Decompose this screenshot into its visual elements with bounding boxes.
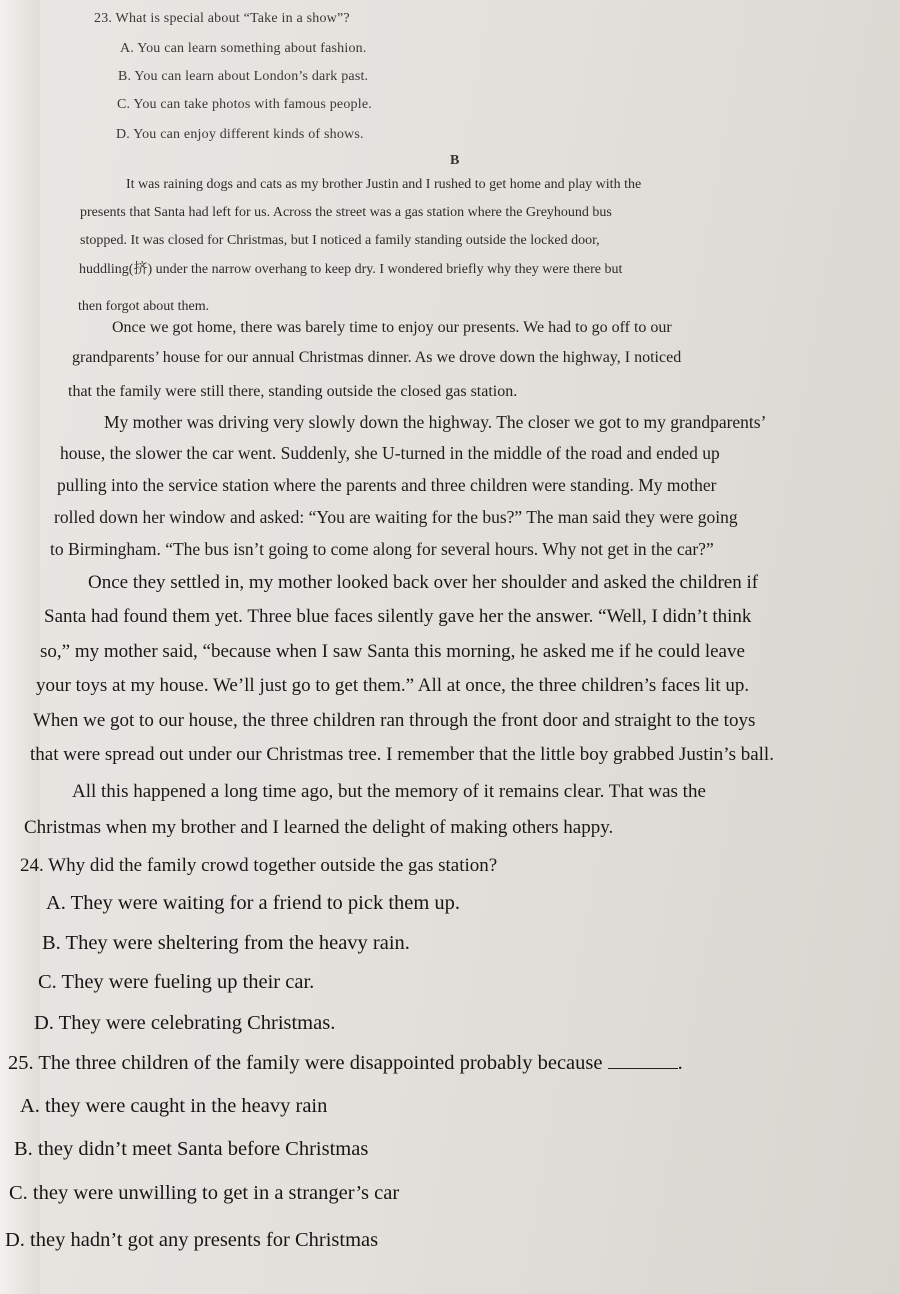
q24-option-a: A. They were waiting for a friend to pick them up.: [46, 892, 461, 914]
passage-line: Santa had found them yet. Three blue faces silently gave her the answer. “Well, I didn’t think: [44, 606, 752, 627]
passage-line: My mother was driving very slowly down the highway. The closer we got to my grandparents’: [104, 412, 767, 432]
q25-option-b: B. they didn’t meet Santa before Christmas: [14, 1138, 369, 1160]
passage-line: It was raining dogs and cats as my brother Justin and I rushed to get home and play with the: [126, 177, 642, 192]
passage-line: your toys at my house. We’ll just go to get them.” All at once, the three children’s faces lit up.: [36, 675, 750, 696]
passage-line: stopped. It was closed for Christmas, but I noticed a family standing outside the locked door,: [80, 233, 600, 248]
q24-stem: 24. Why did the family crowd together outside the gas station?: [20, 855, 498, 876]
passage-line: to Birmingham. “The bus isn’t going to come along for several hours. Why not get in the car?”: [50, 539, 714, 559]
passage-line: then forgot about them.: [78, 299, 210, 314]
passage-line: Once we got home, there was barely time to enjoy our presents. We had to go off to our: [112, 319, 672, 336]
passage-line: grandparents’ house for our annual Christmas dinner. As we drove down the highway, I noticed: [72, 349, 682, 366]
section-label: B: [450, 153, 460, 168]
q23-stem: 23. What is special about “Take in a show”?: [94, 11, 350, 26]
q23-option-a: A. You can learn something about fashion.: [120, 41, 367, 56]
q24-option-b: B. They were sheltering from the heavy rain.: [42, 932, 410, 954]
passage-line: Once they settled in, my mother looked back over her shoulder and asked the children if: [88, 572, 759, 593]
passage-line: pulling into the service station where the parents and three children were standing. My mother: [57, 475, 717, 495]
passage-line: that were spread out under our Christmas tree. I remember that the little boy grabbed Justin’s ball.: [30, 744, 774, 765]
passage-line: rolled down her window and asked: “You are waiting for the bus?” The man said they were going: [54, 507, 738, 527]
passage-line: house, the slower the car went. Suddenly, she U-turned in the middle of the road and ended up: [60, 443, 720, 463]
passage-line: huddling(挤) under the narrow overhang to keep dry. I wondered briefly why they were there but: [79, 262, 623, 277]
q23-option-d: D. You can enjoy different kinds of shows.: [116, 127, 364, 142]
q25-option-c: C. they were unwilling to get in a stranger’s car: [9, 1182, 400, 1204]
q25-option-a: A. they were caught in the heavy rain: [20, 1095, 328, 1117]
answer-blank: [608, 1054, 678, 1069]
q25-option-d: D. they hadn’t got any presents for Christmas: [5, 1229, 379, 1251]
q25-stem: [8, 1053, 683, 1074]
passage-line: so,” my mother said, “because when I saw Santa this morning, he asked me if he could leave: [40, 641, 745, 662]
q23-option-c: C. You can take photos with famous people.: [117, 97, 372, 112]
q23-option-b: B. You can learn about London’s dark past.: [118, 69, 369, 84]
q25-stem-end: .: [677, 1052, 683, 1074]
passage-line: All this happened a long time ago, but the memory of it remains clear. That was the: [72, 781, 706, 802]
passage-line: presents that Santa had left for us. Across the street was a gas station where the Greyhound bus: [80, 205, 612, 220]
q24-option-d: D. They were celebrating Christmas.: [34, 1012, 336, 1034]
passage-line: Christmas when my brother and I learned the delight of making others happy.: [24, 817, 614, 838]
passage-line: When we got to our house, the three children ran through the front door and straight to the toys: [33, 710, 756, 731]
q24-option-c: C. They were fueling up their car.: [38, 971, 315, 993]
passage-line: that the family were still there, standing outside the closed gas station.: [68, 383, 518, 400]
q25-stem-text: 25. The three children of the family were disappointed probably because: [8, 1052, 603, 1074]
